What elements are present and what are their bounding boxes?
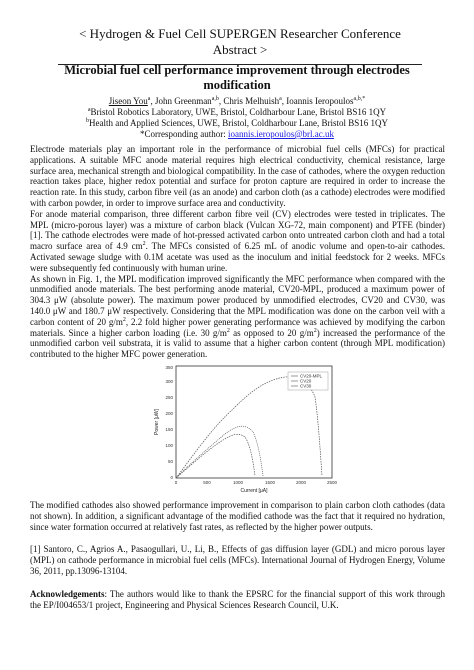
title-line-1: Microbial fuel cell performance improvement through electrodes [64,63,410,77]
y-tick-label: 200 [165,411,173,416]
x-tick-label: 2000 [295,480,307,485]
y-tick-label: 350 [165,365,173,370]
abstract-body [30,144,445,360]
author-affiliation-mark: a,b [211,96,219,102]
y-tick-label: 300 [165,379,173,384]
y-tick-label: 100 [165,443,173,448]
paragraph-intro: Electrode materials play an important role in the performance of microbial fuel cells (MFCs) for practical applications. A suitable MFC anode material requires high electrical conductivity, chemical resistance, large surface area, mechanical strength and biological compatibility. In the case of cathodes, where the oxygen reduction reaction takes place, higher redox potential and surface for proton capture are required in order to increase the reaction rate. In this study, carbon fibre veil (as an anode) and carbon cloth (as a cathode) electrodes were modified with carbon powder, in order to improve surface area and conductivity. [30,144,445,208]
x-tick-labels [175,480,338,485]
paragraph-cathodes: The modified cathodes also showed performance improvement in comparison to plain carbon cloth cathodes (data not shown). In addition, a significant advantage of the modified cathode was the fact that it required no hydration, since water formation occurred at relatively fast rates, as reflected by the higher power outputs. [30,500,445,532]
x-tick-label: 500 [203,480,211,485]
power-curve-plot [150,362,340,494]
author-list: Jiseon You$^a$, John Greenman$^{a,b}$, Chris Melhuish$^a$, Ioannis Ieropoulos$^{a,b,*}$ [108,96,366,106]
y-tick-label: 0 [170,475,173,480]
y-tick-labels [165,365,173,480]
author-name: John Greenman [154,96,212,106]
paragraph-results: As shown in Fig. 1, the MPL modification improved significantly the MFC performance when compared with the unmodified anode materials. The best performing anode material, CV20-MPL, produced a maximum power of 304.3 μW (absolute power). The maximum power produced by unmodified electrodes, CV20 and CV30, was 140.0 μW and 180.7 μW respectively. Considering that the MPL modification was done on the carbon veil with a carbon content of 20 $g/m^2$, 2.2 fold higher power generating performance was achieved by modifying the carbon materials. Since a higher carbon loading (i.e. 30 $g/m^2$ as opposed to 20 $g/m^2$) increased the performance of the unmodified carbon veil substrata, it is valid to assume that a higher carbon content (through MPL modification) contributed to the higher MFC power generation. [30,273,446,360]
email-link[interactable]: ioannis.ieropoulos@brl.ac.uk [227,129,335,139]
author-affiliation-mark: a,b,* [353,96,366,102]
acknowledgements-heading: Acknowledgements [30,588,105,599]
y-tick-label: 150 [165,427,173,432]
x-axis-label: Current [μA] [240,488,268,494]
author-name: Jiseon You [108,96,148,106]
x-tick-label: 0 [174,480,178,485]
acknowledgements: Acknowledgements: The authors would like to thank the EPSRC for the financial support of this work through the EP/I004653/1 project, Engineering and Physical Sciences Research Council, U.K. [30,588,445,610]
y-tick-label: 250 [165,395,173,400]
author-name: Chris Melhuish [223,96,280,106]
legend-label: CV20-MPL [300,373,323,379]
series-cv20-mpl [176,377,322,478]
conference-header: < Hydrogen & Fuel Cell SUPERGEN Researcher Conference Abstract > [58,26,422,65]
author-affiliation-mark: a [279,96,282,102]
corresponding-author: *Corresponding author: ioannis.ieropoulos@brl.ac.uk [139,129,335,139]
after-figure-section [30,491,445,619]
y-tick-label: 50 [167,459,173,464]
series-cv20 [176,434,255,478]
affiliation-b: $^b$Health and Applied Sciences, UWE, Bristol, Coldharbour Lane, Bristol BS16 1QY [86,118,388,128]
x-tick-label: 1000 [232,480,244,485]
paragraph-methods: For anode material comparison, three different carbon fibre veil (CV) electrodes were tested in triplicates. The MPL (micro-porous layer) was a mixture of carbon black (Vulcan XG-72, main component) and PTFE (binder) [1]. The cathode electrodes were made of hot-pressed activated carbon onto untreated carbon cloth and had a total macro surface area of 4.9 $cm^2$. The MFCs consisted of 6.25 mL of anodic volume and open-to-air cathodes. Activated sewage sludge with 0.1M acetate was used as the inoculum and initial feedstock for 2 weeks. MFCs were subsequently fed continuously with human urine. [30,208,445,273]
x-tick-label: 1500 [264,480,276,485]
x-tick-label: 2500 [326,480,338,485]
legend-label: CV20 [300,378,312,384]
y-axis-label: Power [μW] [154,409,160,435]
title-line-2: modification [203,78,271,92]
reference-1: [1] Santoro, C., Agrios A., Pasaogullari, U., Li, B., Effects of gas diffusion layer (GDL) and micro porous layer (MPL) on cathode performance in microbial fuel cells (MFCs). International Journal of Hydrogen Energy, Volume 36, 2011, pp.13096-13104. [30,544,445,576]
figure-1 [150,362,340,494]
chart-legend [288,372,328,390]
author-block [30,96,444,140]
affiliation-a: $^a$Bristol Robotics Laboratory, UWE, Bristol, Coldharbour Lane, Bristol BS16 1QY [87,107,387,117]
legend-label: CV30 [300,383,312,389]
series-cv30 [176,426,263,478]
paper-title [40,63,434,93]
author-affiliation-mark: a [147,96,151,102]
author-name: Ioannis Ieropoulos [286,96,354,106]
